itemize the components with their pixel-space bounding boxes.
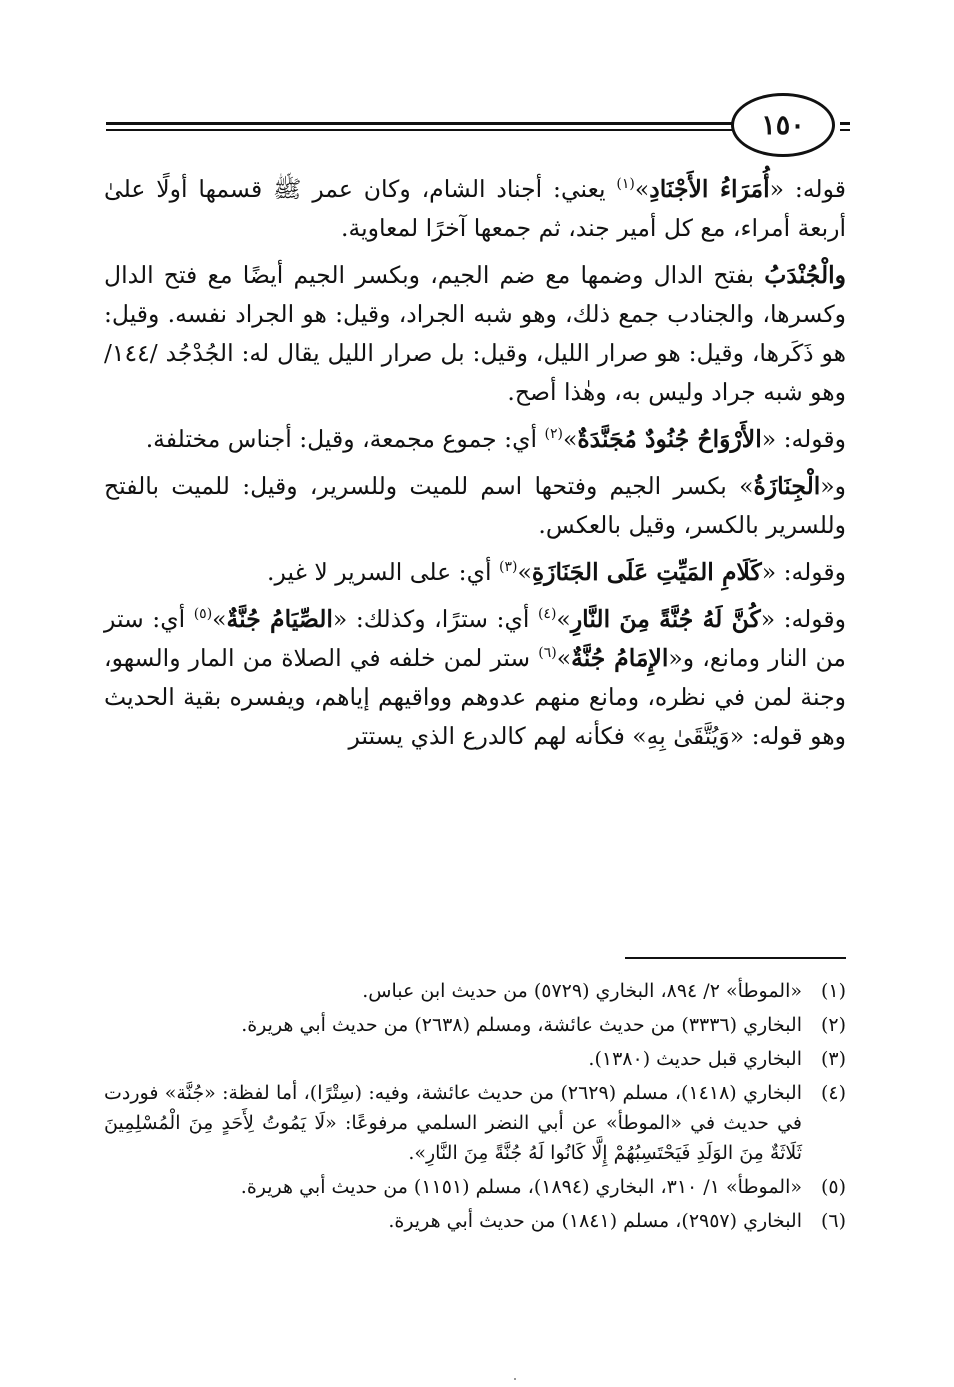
footnotes <box>104 976 846 1240</box>
text-run: » <box>517 558 532 586</box>
text-run: » <box>739 472 754 500</box>
footnote-number: (٦) <box>820 1210 846 1232</box>
bold-term: كَلَامِ المَيِّتِ عَلَى الجَنَازَةِ <box>531 558 762 586</box>
footnote-ref-1: (١) <box>616 176 635 193</box>
paragraph-1 <box>104 170 846 248</box>
main-text <box>104 170 846 764</box>
bold-term: الإِمَامُ جُنَّةٌ <box>571 644 669 672</box>
text-run: وقوله: « <box>761 425 846 453</box>
scan-speck <box>514 1378 516 1380</box>
footnote-number: (٥) <box>820 1176 846 1198</box>
text-run: » <box>634 175 650 203</box>
text-run: ستر لمن خلفه في الصلاة من المار والسهو، وجنة لمن في نظره، ومانع منهم عدوهم وواقيهم إياهم، ويفسره بقية الحديث وهو قوله: «وَيُتَّقَىٰ بِهِ» فكأنه لهم كالدرع الذي يستتر <box>104 644 846 750</box>
footnote-text: البخاري قبل حديث (١٣٨٠). <box>588 1048 802 1070</box>
footnote-ref-3: (٣) <box>498 559 518 576</box>
text-run: » <box>212 605 227 633</box>
footnote-2 <box>104 1010 846 1040</box>
footnote-separator <box>625 957 846 959</box>
bold-term: الصِّيَامُ جُنَّةٌ <box>226 605 333 633</box>
bold-term: الأَرْوَاحُ جُنُودٌ مُجَنَّدَةٌ <box>577 425 762 453</box>
bold-term: والْجُنْدَبُ <box>764 261 846 289</box>
text-run: » <box>556 605 571 633</box>
bold-term: أُمَرَاءُ الأَجْنَادِ <box>649 175 770 203</box>
footnote-text: البخاري (٢٩٥٧)، مسلم (١٨٤١) من حديث أبي هريرة. <box>388 1210 802 1232</box>
footnote-ref-6: (٦) <box>538 645 557 662</box>
text-run: و« <box>820 472 846 500</box>
paragraph-5 <box>104 553 846 592</box>
footnote-ref-4: (٤) <box>537 606 557 623</box>
footnote-text: البخاري (١٤١٨)، مسلم (٢٦٢٩) من حديث عائشة، وفيه: (سِتْرًا)، أما لفظة: «جُنَّة» فوردت في حديث في «الموطأ» عن أبي النضر السلمي مرفوعًا: «لَا يَمُوتُ لِأَحَدٍ مِنَ الْمُسْلِمِينَ ثَلَاثَةٌ مِنَ الوَلَدِ فَيَحْتَسِبُهُمْ إِلَّا كَانُوا لَهُ جُنَّةً مِنَ النَّارِ». <box>104 1082 802 1164</box>
paragraph-6 <box>104 600 846 756</box>
text-run: وقوله: « <box>761 558 846 586</box>
footnote-6 <box>104 1206 846 1236</box>
bold-term: كُنَّ لَهُ جُنَّةً مِنَ النَّارِ <box>570 605 761 633</box>
footnote-number: (٣) <box>820 1048 846 1070</box>
text-run: أي: جموع مجمعة، وقيل: أجناس مختلفة. <box>145 425 545 453</box>
text-run: أي: ستر من النار ومانع، و« <box>104 605 846 672</box>
footnote-ref-2: (٢) <box>544 426 563 443</box>
text-run: بفتح الدال وضمها مع ضم الجيم، وبكسر الجيم أيضًا مع فتح الدال وكسرها، والجنادب جمع ذلك، وهو شبه الجراد، وقيل: هو الجراد نفسه. وقيل: هو ذَكَرها، وقيل: هو صرار الليل، وقيل: بل صرار الليل يقال له: الجُدْجُد /١٤٤/ وهو شبه جراد وليس به، وهٰذا أصح. <box>104 261 846 406</box>
paragraph-3 <box>104 420 846 459</box>
footnote-number: (١) <box>820 980 846 1002</box>
footnote-text: «الموطأ» ١/ ٣١٠، البخاري (١٨٩٤)، مسلم (١١٥١) من حديث أبي هريرة. <box>240 1176 802 1198</box>
header-rule-bottom <box>106 129 796 131</box>
text-run: قوله: « <box>769 175 846 203</box>
header-rule-tail-bottom <box>840 129 850 131</box>
footnote-4 <box>104 1078 846 1168</box>
text-run: » <box>562 425 578 453</box>
text-run: » <box>556 644 572 672</box>
text-run: أي: سترًا، وكذلك: « <box>332 605 538 633</box>
paragraph-2 <box>104 256 846 412</box>
footnote-number: (٤) <box>820 1082 846 1104</box>
text-run: يعني: أجناد الشام، وكان عمر ﷺ قسمها أولًا علىٰ أربعة أمراء، مع كل أمير جند، ثم جمعها آخرًا لمعاوية. <box>104 175 846 242</box>
footnote-3 <box>104 1044 846 1074</box>
bold-term: الْجِنَازَةُ <box>753 472 821 500</box>
paragraph-4 <box>104 467 846 545</box>
text-run: بكسر الجيم وفتحها اسم للميت وللسرير، وقيل: للميت بالفتح وللسرير بالكسر، وقيل بالعكس. <box>104 472 846 539</box>
footnote-number: (٢) <box>820 1014 846 1036</box>
header-rule-top <box>106 122 796 125</box>
footnote-text: «الموطأ» ٢/ ٨٩٤، البخاري (٥٧٢٩) من حديث ابن عباس. <box>362 980 802 1002</box>
footnote-ref-5: (٥) <box>193 606 213 623</box>
footnote-text: البخاري (٣٣٣٦) من حديث عائشة، ومسلم (٢٦٣٨) من حديث أبي هريرة. <box>241 1014 802 1036</box>
footnote-1 <box>104 976 846 1006</box>
text-run: وقوله: « <box>760 605 847 633</box>
header-rule-tail-top <box>840 122 850 125</box>
page-number: ١٥٠ <box>731 93 835 157</box>
text-run: أي: على السرير لا غير. <box>267 558 499 586</box>
footnote-5 <box>104 1172 846 1202</box>
